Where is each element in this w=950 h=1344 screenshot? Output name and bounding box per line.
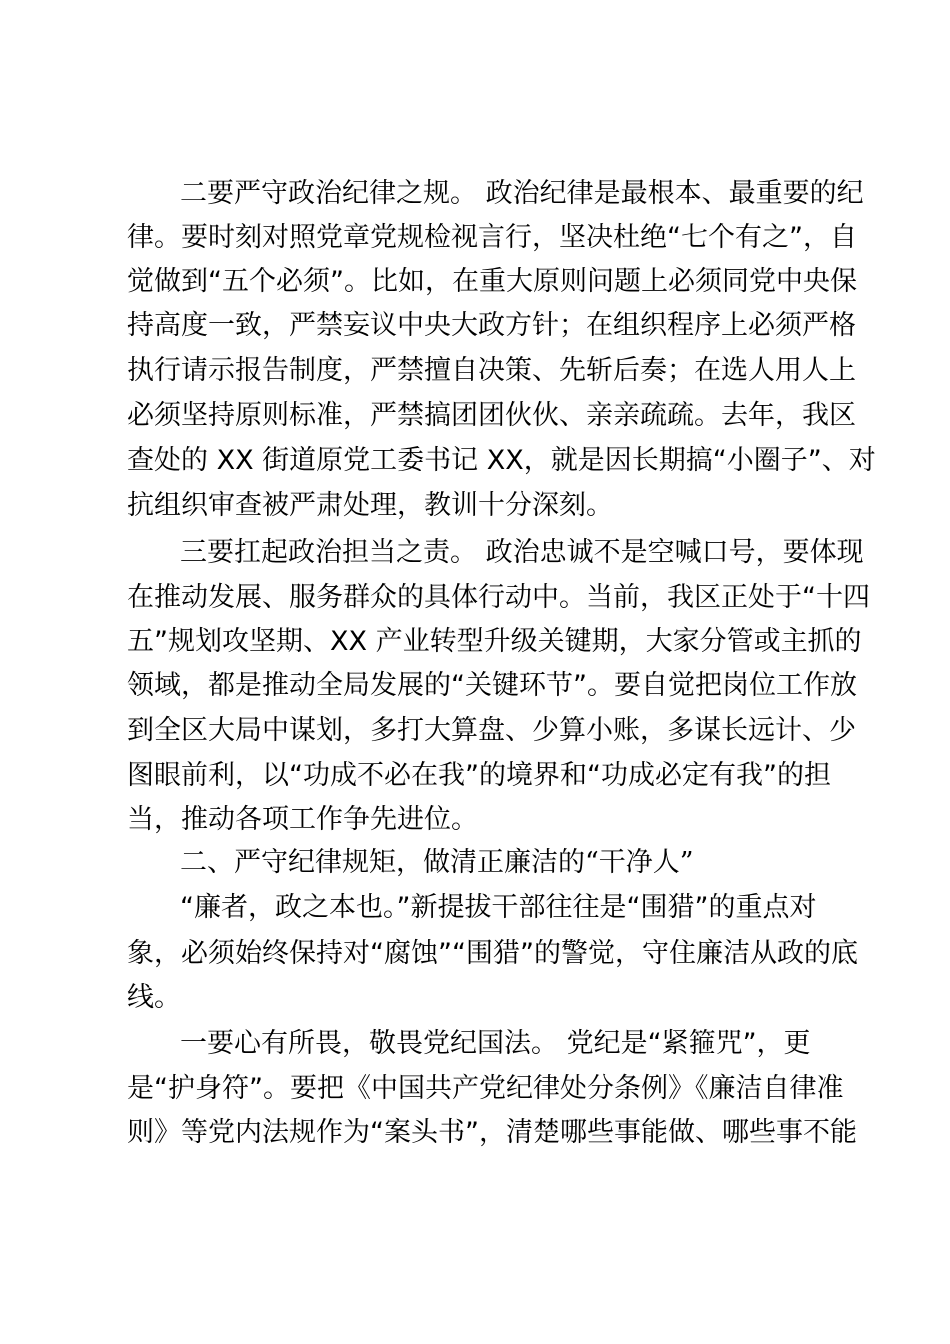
paragraph-line: 象，必须始终保持对“腐蚀”“围猎”的警觉，守住廉洁从政的底	[127, 938, 858, 969]
section-heading: 二、严守纪律规矩，做清正廉洁的“干净人”	[180, 847, 694, 878]
paragraph-line: 觉做到“五个必须”。比如，在重大原则问题上必须同党中央保	[127, 266, 857, 297]
paragraph-line: 到全区大局中谋划，多打大算盘、少算小账，多谋长远计、少	[127, 715, 856, 746]
paragraph-line: 在推动发展、服务群众的具体行动中。当前，我区正处于“十四	[127, 582, 870, 613]
paragraph-line: 抗组织审查被严肃处理，教训十分深刻。	[127, 490, 613, 521]
paragraph-line: 律。要时刻对照党章党规检视言行，坚决杜绝“七个有之”，自	[127, 222, 857, 253]
paragraph-line: 二要严守政治纪律之规。 政治纪律是最根本、最重要的纪	[180, 178, 864, 209]
paragraph-line: 执行请示报告制度，严禁擅自决策、先斩后奏；在选人用人上	[127, 355, 856, 386]
paragraph-line: 持高度一致，严禁妄议中央大政方针；在组织程序上必须严格	[127, 310, 856, 341]
paragraph-line: 领域，都是推动全局发展的“关键环节”。要自觉把岗位工作放	[127, 670, 857, 701]
paragraph-line: 是“护身符”。要把《中国共产党纪律处分条例》《廉洁自律准	[127, 1073, 844, 1104]
paragraph-line: 线。	[127, 982, 181, 1013]
paragraph-line: 则》等党内法规作为“案头书”，清楚哪些事能做、哪些事不能	[127, 1117, 857, 1148]
paragraph-line: 五”规划攻坚期、XX 产业转型升级关键期，大家分管或主抓的	[127, 626, 862, 657]
paragraph-line: 必须坚持原则标准，严禁搞团团伙伙、亲亲疏疏。去年，我区	[127, 400, 856, 431]
paragraph-line: 当，推动各项工作争先进位。	[127, 804, 478, 835]
paragraph-line: 图眼前利，以“功成不必在我”的境界和“功成必定有我”的担	[127, 760, 831, 791]
paragraph-line: “廉者，政之本也。”新提拔干部往往是“围猎”的重点对	[180, 892, 817, 923]
paragraph-line: 一要心有所畏，敬畏党纪国法。 党纪是“紧箍咒”，更	[180, 1028, 811, 1059]
paragraph-line: 查处的 XX 街道原党工委书记 XX，就是因长期搞“小圈子”、对	[127, 445, 876, 476]
paragraph-line: 三要扛起政治担当之责。 政治忠诚不是空喊口号，要体现	[180, 537, 864, 568]
